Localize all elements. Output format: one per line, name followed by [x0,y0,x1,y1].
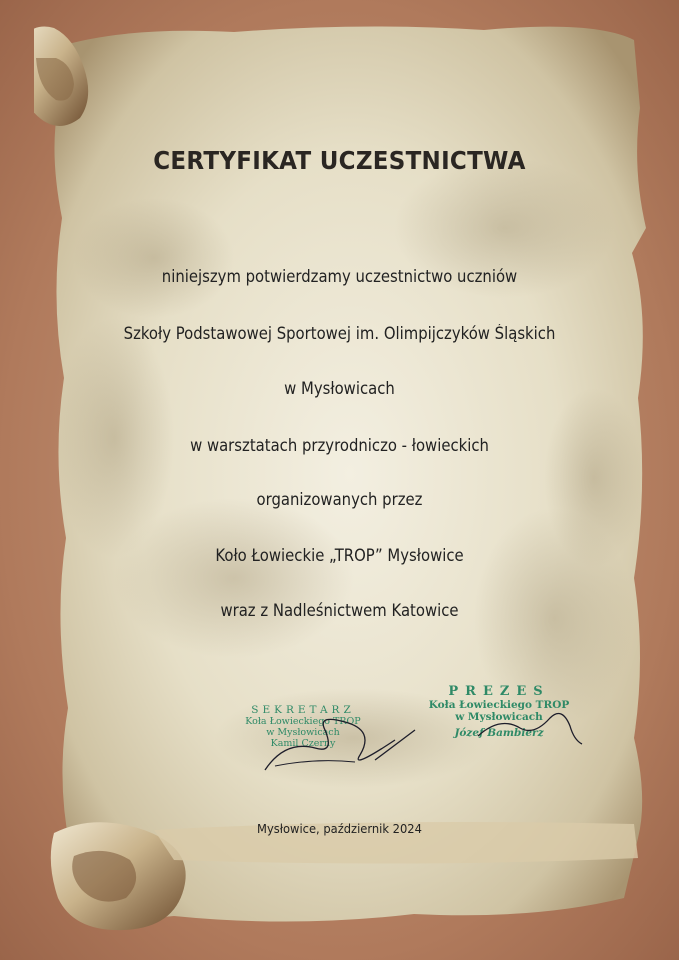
certificate-line-2: Szkoły Podstawowej Sportowej im. Olimpijczyków Śląskich [123,324,556,343]
president-signature [470,700,590,750]
certificate-line-4: w warsztatach przyrodniczo - łowieckich [190,436,489,455]
secretary-stamp-line1: Koła Łowieckiego TROP [245,716,361,727]
certificate-line-5: organizowanych przez [256,490,423,509]
secretary-stamp-name: Kamil Czerny [270,738,336,749]
president-stamp-line2: w Mysłowicach [455,711,543,723]
certificate-line-7: wraz z Nadleśnictwem Katowice [220,601,459,620]
certificate-line-3: w Mysłowicach [284,379,395,398]
certificate-title: CERTYFIKAT UCZESTNICTWA [153,146,526,175]
president-stamp-line1: Koła Łowieckiego TROP [428,699,570,711]
secretary-stamp-line2: w Mysłowicach [266,727,340,738]
certificate-line-6: Koło Łowieckie „TROP” Mysłowice [215,546,464,565]
president-stamp-heading: PREZES [448,684,550,699]
president-stamp-name: Józef Bambierz [454,727,544,739]
place-and-date: Mysłowice, październik 2024 [257,821,422,836]
secretary-stamp-heading: SEKRETARZ [251,704,355,716]
secretary-signature [255,700,425,780]
certificate-line-1: niniejszym potwierdzamy uczestnictwo uczniów [161,267,518,286]
